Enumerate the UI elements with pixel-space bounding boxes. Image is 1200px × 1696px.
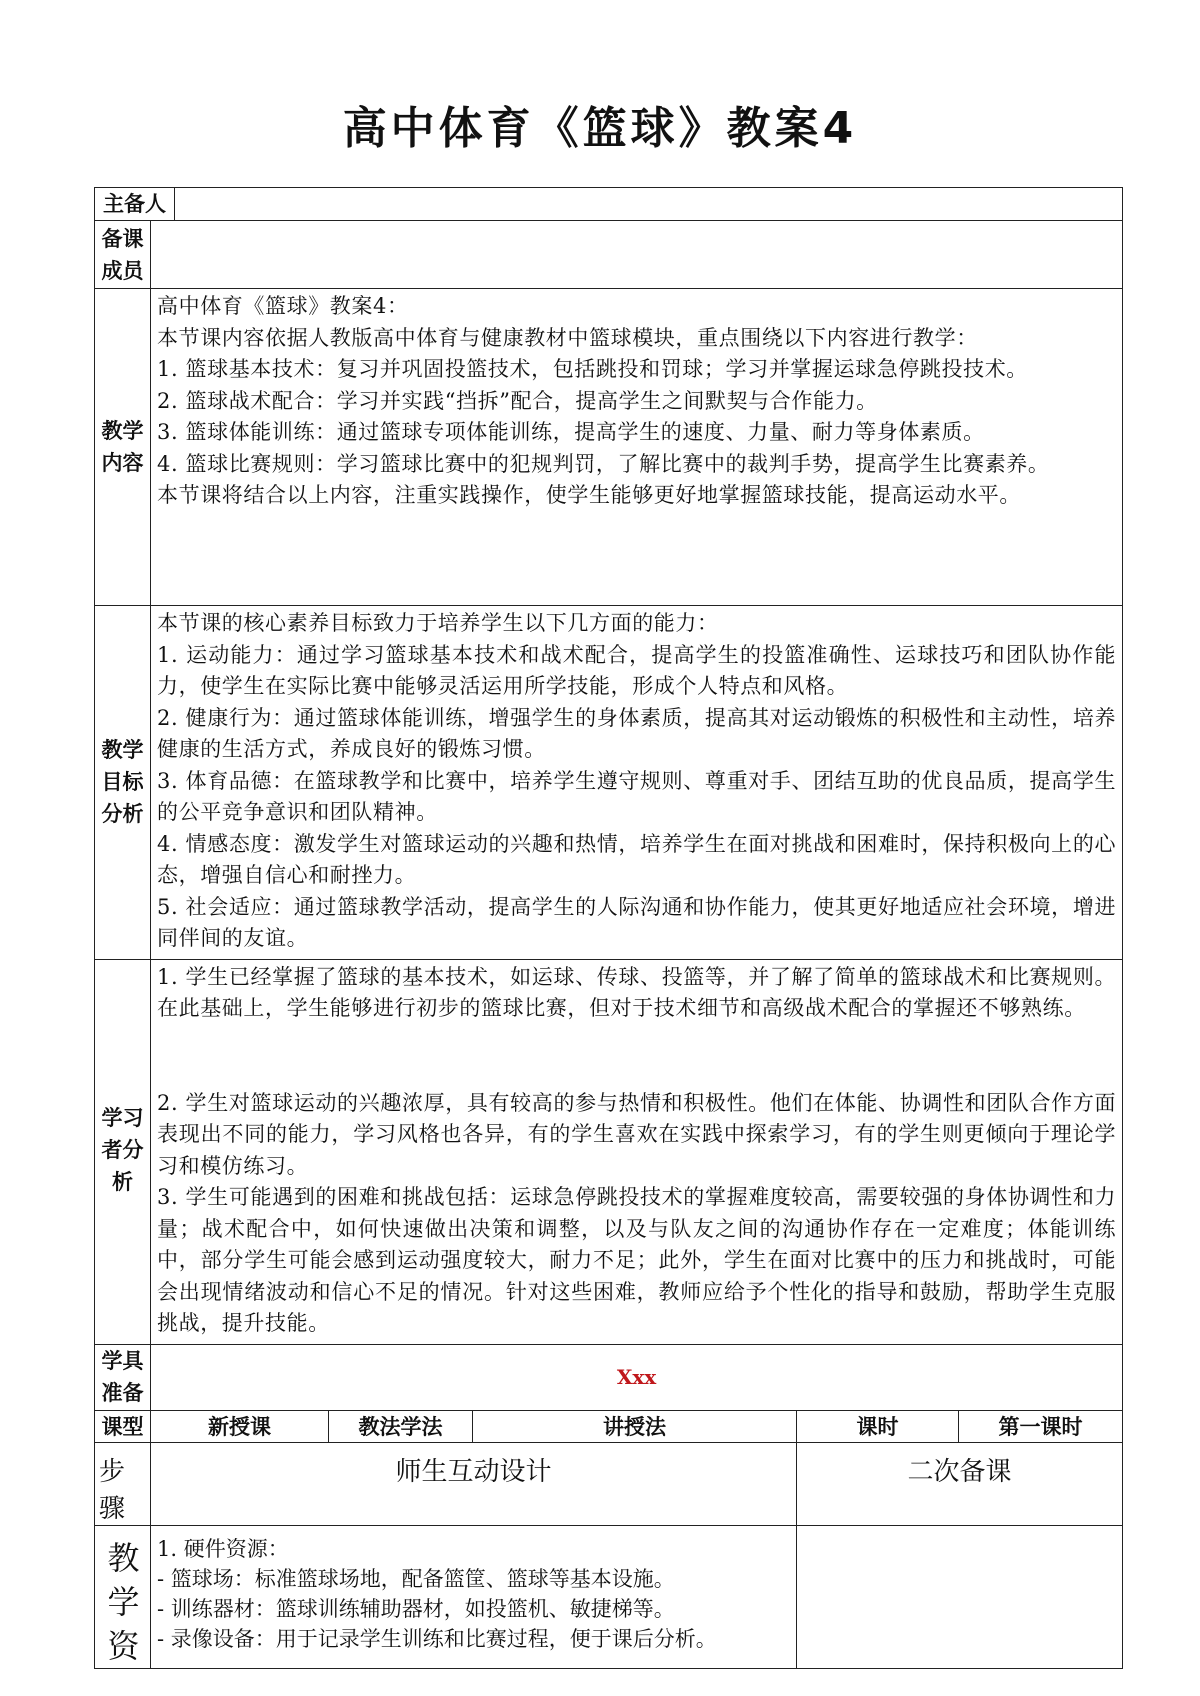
content-line: 4. 篮球比赛规则：学习篮球比赛中的犯规判罚，了解比赛中的裁判手势，提高学生比赛素养。 [157, 451, 1050, 476]
content-line: 高中体育《篮球》教案4： [157, 294, 409, 318]
content-body [151, 289, 1123, 606]
method-value: 讲授法 [473, 1410, 797, 1442]
resources-line: 1. 硬件资源： [157, 1536, 289, 1561]
learners-paragraph: 1. 学生已经掌握了篮球的基本技术，如运球、传球、投篮等，并了解了简单的篮球战术和比赛规则。在此基础上，学生能够进行初步的篮球比赛，但对于技术细节和高级战术配合的掌握还不够熟练。 [157, 964, 1117, 1020]
tools-label: 学具准备 [95, 1344, 151, 1410]
document-title: 高中体育《篮球》教案4 [342, 103, 858, 154]
content-line: 2. 篮球战术配合：学习并实践“挡拆”配合，提高学生之间默契与合作能力。 [157, 388, 878, 413]
lead-teacher-value [175, 188, 1123, 221]
resources-label [95, 1525, 151, 1668]
learners-paragraph: 3. 学生可能遇到的困难和挑战包括：运球急停跳投技术的掌握难度较高，需要较强的身体协调性和力量；战术配合中，如何快速做出决策和调整，以及与队友之间的沟通协作存在一定难度；体能训练中，部分学生可能会感到运动强度较大，耐力不足；此外，学生在面对比赛中的压力和挑战时，可能会出现情绪波动和信心不足的情况。针对这些困难，教师应给予个性化的指导和鼓励，帮助学生克服挑战，提升技能。 [157, 1185, 1117, 1335]
prep-members-value [151, 221, 1123, 289]
lesson-type-label: 课型 [95, 1410, 151, 1442]
lead-teacher-row [95, 188, 1123, 221]
goals-label: 教学目标分析 [95, 606, 151, 960]
resources-line: - 篮球场：标准篮球场地，配备篮筐、篮球等基本设施。 [157, 1566, 675, 1591]
period-label: 课时 [797, 1410, 959, 1442]
goals-line: 4. 情感态度：激发学生对篮球运动的兴趣和热情，培养学生在面对挑战和困难时，保持积极向上的心态，增强自信心和耐挫力。 [157, 831, 1117, 887]
content-row [95, 289, 1123, 606]
prep-members-label: 备课成员 [95, 221, 151, 289]
paragraph-gap [157, 1025, 1116, 1088]
method-label: 教法学法 [329, 1410, 473, 1442]
lesson-plan-table [94, 187, 1123, 1669]
lesson-type-row [95, 1410, 1123, 1442]
goals-line: 2. 健康行为：通过篮球体能训练，增强学生的身体素质，提高其对运动锻炼的积极性和主动性，培养健康的生活方式，养成良好的锻炼习惯。 [157, 705, 1117, 761]
resources-second-prep [797, 1525, 1123, 1668]
content-line: 本节课内容依据人教版高中体育与健康教材中篮球模块，重点围绕以下内容进行教学： [157, 325, 978, 350]
goals-line: 5. 社会适应：通过篮球教学活动，提高学生的人际沟通和协作能力，使其更好地适应社会环境，增进同伴间的友谊。 [157, 894, 1117, 950]
prep-members-row [95, 221, 1123, 289]
steps-header-row [95, 1442, 1123, 1525]
goals-body [151, 606, 1123, 960]
tools-value: Xxx [151, 1344, 1123, 1410]
lesson-type-value: 新授课 [151, 1410, 329, 1442]
resources-label-text: 教学资 [107, 1538, 140, 1665]
content-line: 1. 篮球基本技术：复习并巩固投篮技术，包括跳投和罚球；学习并掌握运球急停跳投技术。 [157, 357, 1028, 381]
learners-body [151, 959, 1123, 1344]
goals-line: 1. 运动能力：通过学习篮球基本技术和战术配合，提高学生的投篮准确性、运球技巧和团队协作能力，使学生在实际比赛中能够灵活运用所学技能，形成个人特点和风格。 [157, 642, 1117, 698]
learners-row [95, 959, 1123, 1344]
resources-body [151, 1525, 797, 1668]
content-line: 本节课将结合以上内容，注重实践操作，使学生能够更好地掌握篮球技能，提高运动水平。 [157, 483, 1021, 507]
lead-teacher-label: 主备人 [95, 188, 175, 221]
resources-line: - 训练器材：篮球训练辅助器材，如投篮机、敏捷梯等。 [157, 1596, 675, 1621]
resources-line: - 录像设备：用于记录学生训练和比赛过程，便于课后分析。 [157, 1626, 717, 1651]
content-label: 教学内容 [95, 289, 151, 606]
second-prep-header: 二次备课 [797, 1442, 1123, 1525]
period-value: 第一课时 [959, 1410, 1123, 1442]
design-header: 师生互动设计 [151, 1442, 797, 1525]
steps-header: 步骤 [95, 1442, 151, 1525]
goals-row [95, 606, 1123, 960]
learners-paragraph: 2. 学生对篮球运动的兴趣浓厚，具有较高的参与热情和积极性。他们在体能、协调性和团队合作方面表现出不同的能力，学习风格也各异，有的学生喜欢在实践中探索学习，有的学生则更倾向于理论学习和模仿练习。 [157, 1090, 1117, 1178]
learners-label: 学习者分析 [95, 959, 151, 1344]
goals-line: 3. 体育品德：在篮球教学和比赛中，培养学生遵守规则、尊重对手、团结互助的优良品质，提高学生的公平竞争意识和团队精神。 [157, 768, 1117, 824]
tools-row [95, 1344, 1123, 1410]
goals-line: 本节课的核心素养目标致力于培养学生以下几方面的能力： [157, 611, 719, 635]
content-line: 3. 篮球体能训练：通过篮球专项体能训练，提高学生的速度、力量、耐力等身体素质。 [157, 420, 985, 444]
resources-row [95, 1525, 1123, 1668]
